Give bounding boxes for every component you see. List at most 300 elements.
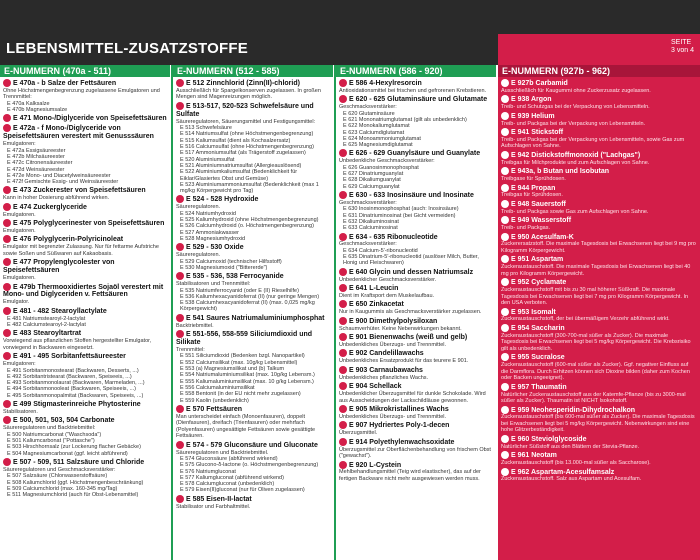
sub-item: E 578 Calciumgluconat (unbedenklich) [180,481,275,488]
column-body [498,77,700,483]
additive-title [339,149,493,158]
additive-description: Emulgator mit begrenzter Zulassung. Nur für fettarme Aufstriche sowie Soßen und Süßwaren auf Kakaobasis. [3,244,159,257]
additive-title-text: E 961 Neotam [511,452,557,460]
additive-entry [339,349,493,364]
sub-item: E 494 Sorbitanmonooleat (Backwaren, Speiseeis, ...) [7,386,137,393]
additive-description: Zuckeraustauschstoff mit bis zu 30 mal höherer Süßkraft. Die maximale Tagesdosis bei Erwachsenen liegt bei 7 mg pro Kilogramm Körpergewicht. In den USA verboten. [501,287,689,307]
additive-entry [3,186,167,201]
additive-title-text: E 927b Carbamid [511,79,568,87]
additive-description: Säureregulatoren und Backtriebmittel. [176,449,269,456]
additive-entry [501,151,697,166]
column-470a-511 [0,65,170,560]
additive-description: Zuckeraustauschstoff (bis 600-mal süßer als Zucker). Die maximale Tagesdosis bei Erwachsenen liegt bei 5 mg/kg Körpergewicht. Nebenwirkungen sind eine hohe Glitzerbeständigkeit. [501,414,695,434]
additive-entry [3,235,167,257]
additive-entry [501,435,697,450]
additive-description: Ausschließlich für Spargelkonserven zugelassen. In großen Mengen sind Magenreizungen möglich. [176,87,321,101]
additive-title [176,102,330,119]
additive-description: Stabilisatoren. [3,408,38,415]
additive-entry [176,314,330,329]
additive-entry [501,167,697,182]
additive-description: Emulgatoren: [3,141,36,148]
additive-title-text: E 941 Stickstoff [511,128,564,136]
rating-icon [3,124,11,132]
additive-title [3,79,167,88]
additive-description: Treibgas für Sprühdosen. [501,192,563,199]
additive-title [501,128,697,137]
additive-title [3,186,167,195]
rating-icon [501,308,509,316]
additive-entry [501,200,697,215]
additive-description: Man unterscheidet einfach (Monoenfasuren), doppelt (Dienfasuren), dreifach (Trienfasuren) oder mehrfach (Polyenfasuren) ungesättigte Fettsäuren sowie gesättigte Fettsäuren. [176,413,316,440]
sub-item: E 511 Magnesiumchlorid (auch für Obst-Lebensmittel) [7,492,139,499]
additive-title-text: E 939 Helium [511,112,555,120]
additive-description: Stabilisatoren und Trennmittel: [176,281,251,288]
additive-entry [3,79,167,113]
sub-item: E 559 Kaolin (unbedenklich) [180,397,249,404]
additive-title [339,95,493,104]
sub-item: E 554 Natriumaluminiumsilikat (max. 10g/kg Lebensm.) [180,372,315,379]
additive-entry [176,405,330,440]
additive-title [501,79,697,88]
rating-icon [339,405,347,413]
additive-description: Säureregulatoren und Geschmacksverstärker: [3,466,116,473]
additive-entry [501,383,697,405]
additive-entry [3,307,167,328]
additive-entry [501,216,697,231]
sub-item: E 631 Dinatriuminosinat (bei Gicht vermeiden) [343,212,456,219]
additive-entry [501,353,697,381]
additive-title [3,283,167,300]
sub-item: E 523 Aluminiumammoniumsulfat (Bedenklichkeit (max 1 mg/kg Körpergewicht pro Tag) [180,181,319,195]
column-heading: E-NUMMERN (470a - 511) [0,65,170,77]
column-divider [171,65,173,560]
additive-title [3,352,167,361]
additive-title-text: E 955 Sucralose [511,354,565,362]
additive-title-text: E 942 Distickstoffmonoxid ("Lachgas") [511,151,641,159]
rating-icon [339,317,347,325]
sub-item: E 522 Aluminiumkaliumsulfat (Bedenklichkeit für Eiklar/Glasiertes Obst und Gemüse) [180,169,298,182]
rating-icon [176,272,184,280]
sub-item: E 629 Calciumguanylat [343,183,400,190]
sub-item: E 492 Sorbitantristearat (Backwaren, Speiseeis, ...) [7,373,132,380]
additive-title-text: E 574 - 579 Gluconsäure und Gluconate [186,441,318,449]
additive-entry [339,333,493,348]
rating-icon [501,167,509,175]
additive-title [3,458,167,467]
additive-description: Natürlicher Süßstoff aus den Blättern der Stevia-Pflanze. [501,443,640,450]
additive-entry [501,406,697,434]
rating-icon [501,468,509,476]
sub-item: E 528 Magnesiumhydroxid [180,235,246,242]
rating-icon [339,79,347,87]
rating-icon [339,268,347,276]
additive-title-text: E 952 Cyclamate [511,279,567,287]
additive-title [176,79,330,88]
additive-description: Säureregulatoren. [176,204,221,211]
sub-item: E 632 Dikaliuminosinat [343,218,399,225]
additive-description: Zuckeraustauschstoff (600-mal süßer als Zucker). Ggf. negativer Einfluss auf die Darmflora. Durch Erhitzen können sich Dioxine bilden (daher zum Kochen oder Backen ungeeignet). [501,362,690,382]
additive-title-text: E 626 - 629 Guanylsäure und Guanylate [349,150,481,158]
rating-icon [339,191,347,199]
additive-description: Emulgatoren. [3,211,36,218]
column-divider [334,65,336,560]
additive-title-text: E 949 Wasserstoff [511,217,572,225]
additive-description: Unbedenkliches pflanzliches Wachs. [339,374,429,381]
column-heading: E-NUMMERN (512 - 585) [173,65,333,77]
column-512-585 [173,65,333,560]
additive-entry [501,308,697,323]
rating-icon [3,458,11,466]
sub-item: E 627 Dinatriumguanylat [343,171,404,178]
sub-item: E 623 Calciumdiglutamat [343,129,405,136]
additive-title [339,191,493,200]
additive-entry [339,382,493,404]
rating-icon [3,203,11,211]
additive-title [501,112,697,121]
rating-icon [3,186,11,194]
additive-entry [3,458,167,499]
additive-description: Unbedenklicher Überzugsmittel für dunkle Schokolade. Wird aus Ausscheidungen der Lackschildläuse gewonnen. [339,391,486,404]
additive-title [501,383,697,392]
additive-title [3,329,167,338]
additive-entry [3,352,167,399]
sub-item: E 501 Kaliumcarbonat ("Pottasche") [7,438,95,445]
additive-entry [3,329,167,351]
additive-entry [501,255,697,277]
additive-entry [3,219,167,234]
additive-title-text: E 914 Polyethylenwachsoxidate [349,438,455,446]
additive-title-text: E 541 Saures Natriumaluminiumphosphat [186,314,325,322]
additive-title [339,284,493,293]
additive-description: Unbedenkliches Ersatzprodukt für das teurere E 901. [339,358,469,365]
sub-item: E 509 Calciumchlorid (max. 160-345 mg/Tag) [7,485,118,492]
sub-item: E 513 Schwefelsäure [180,125,232,132]
rating-icon [3,114,11,122]
sub-item: E 553 (a) Magnesiumsilikat und (b) Talkum [180,366,285,373]
rating-icon [339,366,347,374]
additive-title [339,382,493,391]
additive-entry [501,79,697,94]
additive-description: Geschmacksverstärker: [339,241,397,248]
additive-title [501,353,697,362]
rating-icon [339,333,347,341]
additive-title-text: E 471 Mono-/Diglyceride von Speisefettsäuren [13,115,167,123]
rating-icon [501,200,509,208]
column-heading: E-NUMMERN (586 - 920) [336,65,496,77]
additive-description: Zuckeraustauschstoff. Salz aus Aspartam und Acesulfam. [501,476,642,483]
sub-item: E 516 Calciumsulfat (ohne Höchstmengenbegrenzung) [180,144,314,151]
additive-title [176,441,330,450]
additive-description: Emulgatoren. [3,227,36,234]
sub-item: E 555 Kaliumaluminiumsilikat (max. 10 g/kg Lebensm.) [180,378,314,385]
sub-item: E 504 Magnesiumcarbonat (ggf. leicht abführend) [7,450,128,457]
additive-title-text: E 513-517, 520-523 Schwefelsäure und Sulfate [176,102,314,118]
rating-icon [3,258,11,266]
additive-entry [176,243,330,271]
sub-item: E 493 Sorbitanmonolaurat (Backwaren, Marmeladen, ...) [7,380,145,387]
sub-item: E 503 Hirschhornsalz (zur Lockerung flacher Gebäcke) [7,444,141,451]
sub-item: E 577 Kaliumgluconat (abführend wirkend) [180,474,284,481]
additive-title-text: E 630 - 633 Inosinsäure und Inosinate [349,191,474,199]
additive-description: Treib- und Packgas sowie Gas zum Aufschlagen von Sahne. [501,208,649,215]
additive-description: Treib- und Packgas bei der Verpackung von Lebensmitteln, sowie Gas zum Aufschlagen von Sahne. [501,136,685,150]
additive-entry [339,461,493,483]
additive-title [176,195,330,204]
additive-title-text: E 570 Fettsäuren [186,405,243,413]
additive-description: Unbedenklicher Geschmacksverstärker. [339,276,437,283]
additive-entry [339,366,493,381]
additive-entry [176,79,330,101]
additive-title-text: E 920 L-Cystein [349,461,402,469]
additive-entry [339,317,493,332]
rating-icon [339,284,347,292]
additive-title-text: E 499 Stigmasterinreiche Phytosterine [13,400,141,408]
sub-item: E 529 Calciumoxid (technischer Hilfsstoff) [180,258,282,265]
column-body [173,77,333,510]
rating-icon [501,353,509,361]
additive-entry [501,278,697,306]
additive-title-text: E 620 - 625 Glutaminsäure und Glutamate [349,96,488,104]
additive-title-text: E 960 Steviolglycoside [511,435,587,443]
rating-icon [3,416,11,424]
sub-item: E 520 Aluminiumsulfat [180,156,235,163]
additive-entry [501,95,697,110]
additive-description: Zuckeraustauschstoff (300-700-mal süßer als Zucker). Die maximale Tagesdosis bei Erwachsenen liegt bei 5 mg/kg Körpergewicht. Die Krebsrisiko gilt als unbedenklich. [501,332,691,352]
additive-entry [3,400,167,415]
sub-item: E 556 Calciumaluminiumsilikat [180,384,255,391]
additive-description: Treib- und Packgas bei der Verpackung von Lebensmitteln. [501,120,646,127]
additive-description: Zuckeraustauschstoff (bis 13.000-mal süßer als Saccharose). [501,460,651,467]
additive-description: Emulgatoren. [3,275,36,282]
sub-item: E 491 Sorbitanmonostearat (Backwaren, Desserts, ...) [7,367,139,374]
additive-title-text: E 474 Zuckerglyceride [13,203,87,211]
additive-title-text: E 473 Zuckerester von Speisefettsäuren [13,187,146,195]
rating-icon [339,349,347,357]
additive-title-text: E 634 - 635 Ribonucleotide [349,233,438,241]
column-heading: E-NUMMERN (927b - 962) [498,65,700,77]
additive-description: Säureregulatoren und Backtriebmittel: [3,425,96,432]
page-number [671,39,694,55]
additive-title-text: E 900 Dimethylpolysiloxan [349,317,438,325]
rating-icon [176,495,184,503]
additive-title-text: E 959 Neohesperidin-Dihydrochalkon [511,406,636,414]
sub-item: E 574 Gluconsäure (abführend wirkend) [180,456,278,462]
sub-item: E 635 Dinatrium-5'-ribonucleotid (auslöser Milch, Butter, Honig und Fleischwaren) [343,254,479,267]
additive-title-text: E 472a - f Mono-/Diglyceride von Speisefettsäuren verestert mit Genusssäuren [3,125,154,141]
sub-item: E 634 Calcium-5'-ribonucleotid [343,247,418,254]
rating-icon [339,382,347,390]
additive-title [176,243,330,252]
additive-title [501,308,697,317]
additive-title-text: E 650 Zinkacetat [349,301,404,309]
additive-description: Emulgatoren: [3,361,36,368]
additive-entry [3,283,167,306]
additive-title-text: E 500, 501, 503, 504 Carbonate [13,417,115,425]
additive-title-text: E 943a, b Butan und Isobutan [511,168,610,176]
additive-entry [339,79,493,94]
sub-item: E 620 Glutaminsäure [343,110,395,117]
additive-title-text: E 479b Thermooxidiertes Sojaöl verestert mit Mono- und Diglyceriden v. Fettsäuren [3,283,164,299]
rating-icon [339,149,347,157]
additive-title [176,314,330,323]
additive-title-text: E 948 Sauerstoff [511,200,566,208]
rating-icon [176,314,184,322]
additive-description: Unbedenkliches Überzugs- und Trennmittel. [339,341,447,348]
sub-item: E 626 Guanosinmonophosphat [343,164,419,171]
additive-entry [339,284,493,299]
additive-entry [501,233,697,255]
additive-title [3,124,167,141]
additive-entry [176,441,330,494]
rating-icon [176,405,184,413]
sub-item: E 524 Natriumhydroxid [180,210,236,217]
additive-title-text: E 903 Carnaubawachs [349,366,423,374]
additive-title-text: E 475 Polyglycerinester von Speisefettsäuren [13,219,165,227]
additive-entry [339,421,493,436]
additive-description: Nur in Kaugummis als Geschmacksverstärker zugelassen. [339,309,482,316]
rating-icon [501,324,509,332]
sub-item: E 530 Magnesiumoxid ("Bittererde") [180,264,268,271]
additive-title-text: E 477 Propylenglycolester von Speisefettsäuren [3,259,115,275]
sub-item: E 552 Calciumsilikat (max. 10g/kg Lebensmittel) [180,359,298,366]
additive-description: Schaumverhüter. Keine Nebenwirkungen bekannt. [339,325,462,332]
sub-item: E 579 Eisen(II)gluconat (nur für Oliven zugelassen) [180,487,305,494]
additive-entry [339,405,493,420]
additive-title [3,416,167,425]
sub-item: E 472e Mono- und Diacetylweinsäureester [7,172,111,179]
additive-title-text: E 586 4-Hexylresorcin [349,79,422,87]
additive-entry [339,95,493,148]
additive-title-text: E 491 - 495 Sorbitanfettsäureester [13,353,126,361]
sub-item: E 538 Calciumhexacyanidoferrat (II) (max. 0,025 mg/kg Körpergewicht) [180,300,315,313]
additive-title [501,468,697,477]
additive-title [339,405,493,414]
rating-icon [339,438,347,446]
additive-description: Backtriebmittel. [176,322,214,329]
additive-description: Stabilisator und Farbhaltmittel. [176,503,251,510]
additive-title-text: E 902 Candelillawachs [349,350,424,358]
column-586-920 [336,65,496,560]
additive-title-text: E 907 Hydriertes Poly-1-decen [349,422,450,430]
additive-description: Geschmacksverstärker: [339,199,397,206]
additive-title [501,184,697,193]
sub-item: E 482 Calciumstearoyl-2-lactylat [7,322,86,329]
rating-icon [3,329,11,337]
sub-item: E 558 Bentonit (in der EU nicht mehr zugelassen) [180,391,301,398]
additive-title [339,333,493,342]
sub-item: E 481 Natriumstearoyl-2-lactylat [7,315,86,322]
sub-item: E 507 Salzsäure (Chlorwasserstoffsäure) [7,473,108,480]
additive-title [501,255,697,264]
additive-title [3,235,167,244]
sub-item: E 527 Ammoniakwasser [180,229,239,236]
rating-icon [3,352,11,360]
sub-item: E 628 Dikaliumguanylat [343,177,401,184]
additive-entry [501,128,697,150]
rating-icon [339,95,347,103]
sub-item: E 517 Ammoniumsulfat (als Trägerstoff zugelassen) [180,150,306,157]
rating-icon [501,151,509,159]
additive-title-text: E 954 Saccharin [511,324,565,332]
additive-title-text: E 641 L-Leucin [349,284,399,292]
page-label: SEITE [671,39,692,46]
rating-icon [501,184,509,192]
additive-title [3,219,167,228]
additive-title-text: E 535 - 536, 538 Ferrocyanide [186,273,284,281]
additive-title-text: E 470a - b Salze der Fettsäuren [13,79,117,87]
additive-title-text: E 512 Zinnchlorid (Zinn(II)-chlorid) [186,79,300,87]
additive-description: Kann in hoher Dosierung abführend wirken. [3,195,110,202]
sub-item: E 622 Monokaliumglutamat [343,123,410,130]
sub-item: E 633 Calciuminosinat [343,225,398,232]
additive-title-text: E 950 Acesulfam-K [511,233,574,241]
additive-description: Unbedenkliche Geschmacksverstärker: [339,158,435,165]
rating-icon [501,95,509,103]
sub-item: E 575 Glucono-δ-lactone (o. Höchstmengenbegrenzung) [180,462,319,469]
additive-description: Unbedenkliches Überzugs- und Trennmittel. [339,413,447,420]
additive-title [501,233,697,242]
additive-title [3,258,167,275]
sub-item: E 551 Siliciumdioxid (Bedenken bzgl. Nanopartikel) [180,353,305,360]
additive-description: Treibgase für Sprühdosen. [501,176,566,183]
additive-title-text: E 640 Glycin und dessen Natriumsalz [349,268,474,276]
additive-title [501,95,697,104]
sub-item: E 470a Kalksalze [7,100,50,107]
additive-title-text: E 551-556, 558-559 Siliciumdioxid und Silikate [176,330,313,346]
sub-item: E 508 Kaliumchlorid (ggf. Höchstmengenbeschränkung) [7,479,144,486]
rating-icon [176,243,184,251]
additive-entry [3,258,167,281]
additive-title-text: E 585 Eisen-II-lactat [186,495,252,503]
additive-description: Antioxidationsmittel bei frischen und gefrorenen Krebstieren. [339,87,487,94]
sub-item: E 525 Kaliumhydroxid (ohne Höchstmengenbegrenzung) [180,217,319,224]
additive-title [501,200,697,209]
column-927b-962 [498,65,700,560]
additive-title [339,300,493,309]
additive-description: Überzugsmittel zur Oberflächenbehandlung von frischem Obst ("gewachst"). [339,446,491,460]
sub-item: E 470b Magnesiumsalze [7,107,68,114]
additive-description: Treibgas für Milchprodukte und zum Aufschlagen von Sahne. [501,159,650,166]
rating-icon [339,461,347,469]
rating-icon [501,233,509,241]
additive-entry [501,324,697,352]
sub-item: E 576 Natriumgluconat [180,468,236,475]
rating-icon [176,102,184,110]
additive-entry [176,330,330,404]
additive-entry [501,112,697,127]
additive-title-text: E 957 Thaumatin [511,383,567,391]
sub-item: E 621 Mononatriumglutamat (gilt als unbedenklich) [343,116,467,123]
additive-title-text: E 905 Mikrokristallines Wachs [349,405,449,413]
additive-entry [501,451,697,466]
additive-title-text: E 901 Bienenwachs (weiß und gelb) [349,333,468,341]
additive-title [339,349,493,358]
additive-entry [339,149,493,190]
additive-title-text: E 953 Isomalt [511,308,556,316]
sub-item: E 536 Kaliumhexacyanidoferrat (II) (nur geringe Mengen) [180,293,320,300]
additive-title [501,406,697,415]
additive-title-text: E 476 Polyglycerin-Polyricinoleat [13,236,124,244]
sub-item: E 500 Natriumcarbonat ("Waschsoda") [7,431,102,438]
additive-description: Natürlicher Zuckeraustauschstoff aus der Katemfe-Pflanze (bis zu 3000-mal süßer als Zucker). Thaumatin ist NICHT Isokohstoff. [501,391,686,404]
additive-entry [3,124,167,185]
additive-title [501,324,697,333]
rating-icon [501,435,509,443]
additive-title [3,400,167,409]
additive-title [176,330,330,347]
additive-description: Mehlbehandlungsmittel (Teig wird elastischer), das auf der fertigen Backware nicht mehr ausgewiesen werden muss. [339,469,481,482]
additive-description: Säureregulatoren. [176,252,221,259]
